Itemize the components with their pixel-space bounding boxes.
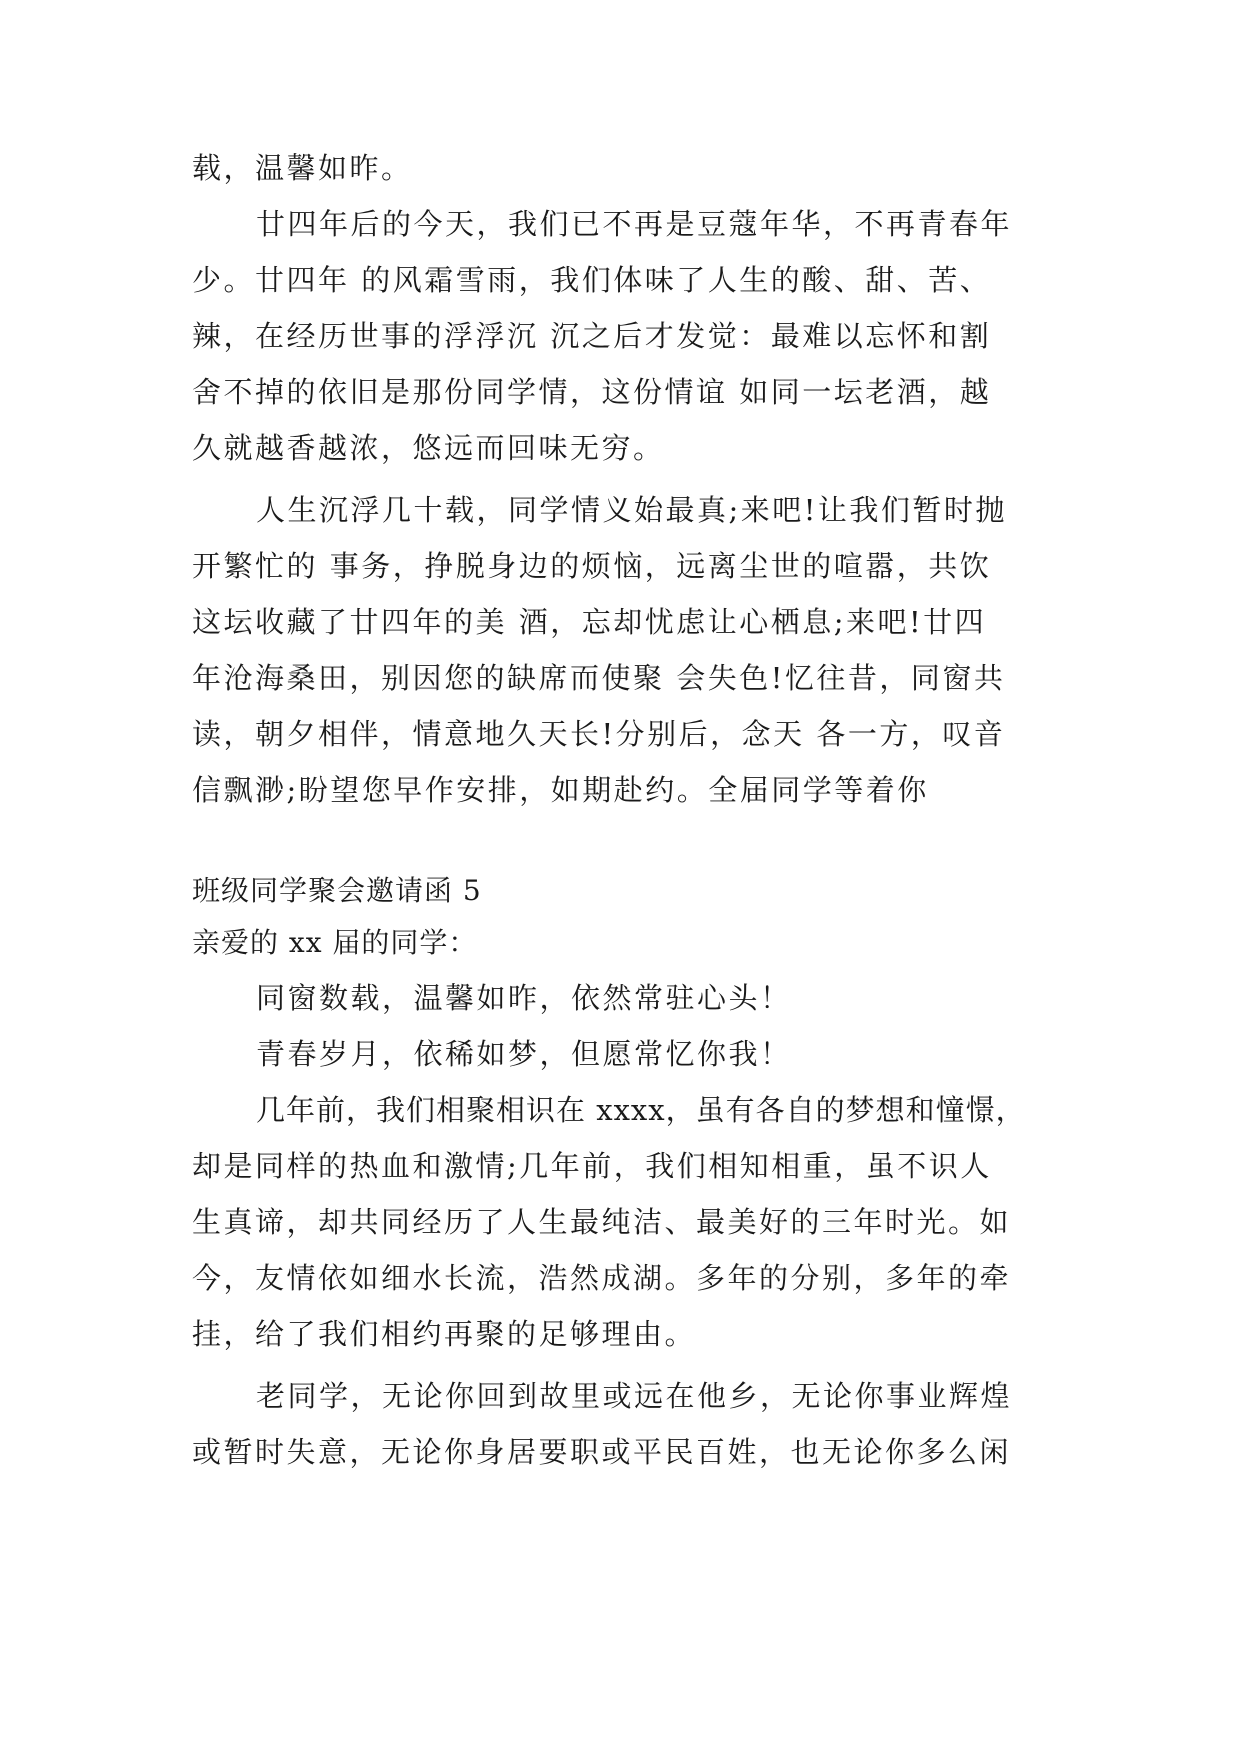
paragraph-line: 今，友情依如细水长流，浩然成湖。多年的分别，多年的牵 <box>192 1261 1012 1295</box>
paragraph-line: 人生沉浮几十载，同学情义始最真;来吧!让我们暂时抛 <box>256 493 1007 527</box>
paragraph-line: 这坛收藏了廿四年的美 酒，忘却忧虑让心栖息;来吧!廿四 <box>192 605 987 639</box>
paragraph-line: 舍不掉的依旧是那份同学情，这份情谊 如同一坛老酒，越 <box>192 375 992 409</box>
paragraph-line: 载，温馨如昨。 <box>192 151 413 185</box>
paragraph-line: 生真谛，却共同经历了人生最纯洁、最美好的三年时光。如 <box>192 1205 1012 1239</box>
paragraph-line: 久就越香越浓，悠远而回味无穷。 <box>192 431 665 465</box>
paragraph-line: 挂，给了我们相约再聚的足够理由。 <box>192 1317 697 1351</box>
paragraph-line: 少。廿四年 的风霜雪雨，我们体味了人生的酸、甜、苦、 <box>192 263 992 297</box>
paragraph-line: 开繁忙的 事务，挣脱身边的烦恼，远离尘世的喧嚣，共饮 <box>192 549 992 583</box>
paragraph-line: 老同学，无论你回到故里或远在他乡，无论你事业辉煌 <box>256 1379 1013 1413</box>
paragraph-line: 同窗数载，温馨如昨，依然常驻心头！ <box>256 981 792 1015</box>
salutation: 亲爱的 xx 届的同学： <box>192 926 478 959</box>
paragraph-line: 或暂时失意，无论你身居要职或平民百姓，也无论你多么闲 <box>192 1435 1012 1469</box>
paragraph-line: 却是同样的热血和激情;几年前，我们相知相重，虽不识人 <box>192 1149 992 1183</box>
paragraph-line: 年沧海桑田，别因您的缺席而使聚 会失色!忆往昔，同窗共 <box>192 661 1006 695</box>
paragraph-line: 信飘渺;盼望您早作安排，如期赴约。全届同学等着你 <box>192 773 929 807</box>
paragraph-line: 辣，在经历世事的浮浮沉 沉之后才发觉：最难以忘怀和割 <box>192 319 992 353</box>
paragraph-line: 廿四年后的今天，我们已不再是豆蔻年华，不再青春年 <box>256 207 1013 241</box>
paragraph-line: 青春岁月，依稀如梦，但愿常忆你我！ <box>256 1037 792 1071</box>
paragraph-line: 读，朝夕相伴，情意地久天长!分别后，念天 各一方，叹音 <box>192 717 1006 751</box>
paragraph-line: 几年前，我们相聚相识在 xxxx，虽有各自的梦想和憧憬， <box>256 1093 1026 1127</box>
section-title: 班级同学聚会邀请函 5 <box>192 874 482 907</box>
